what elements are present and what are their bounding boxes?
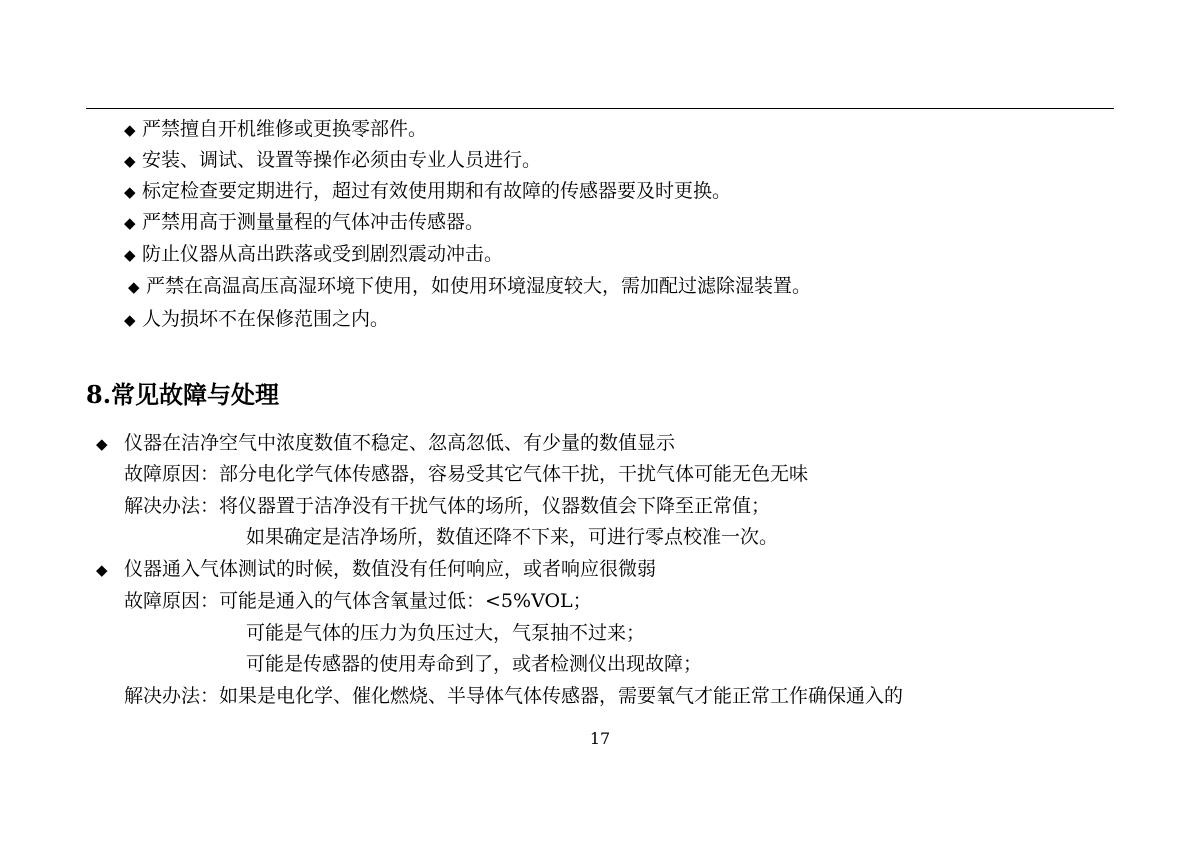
issue-symptom-text: 仪器通入气体测试的时候，数值没有任何响应，或者响应很微弱 [124,558,657,580]
precaution-item [124,306,389,333]
precaution-text: 人为损坏不在保修范围之内。 [142,308,390,330]
cause-text: 可能是气体的压力为负压过大，气泵抽不过来； [246,622,646,644]
precaution-item [124,116,427,143]
precaution-item [124,147,541,174]
cause-text: 部分电化学气体传感器，容易受其它气体干扰，干扰气体可能无色无味 [219,463,809,485]
diamond-bullet-icon: ◆ [124,183,136,201]
section-title: 8.常见故障与处理 [86,380,280,409]
precaution-item [128,273,811,300]
precaution-item [124,241,503,268]
precaution-item [124,178,731,205]
diamond-bullet-icon: ◆ [96,435,108,453]
diamond-bullet-icon: ◆ [124,152,136,170]
solution-text: 如果确定是洁净场所，数值还降不下来，可进行零点校准一次。 [246,526,779,548]
precaution-text: 严禁用高于测量量程的气体冲击传感器。 [142,211,485,233]
precaution-text: 严禁擅自开机维修或更换零部件。 [142,118,428,140]
issue-symptom [96,556,656,583]
issue-cause [124,588,592,614]
cause-text: 可能是传感器的使用寿命到了，或者检测仪出现故障； [246,653,703,675]
diamond-bullet-icon: ◆ [128,278,140,296]
diamond-bullet-icon: ◆ [124,121,136,139]
header-rule [86,108,1114,109]
diamond-bullet-icon: ◆ [96,561,108,579]
diamond-bullet-icon: ◆ [124,246,136,264]
page-number: 17 [589,729,611,748]
precaution-text: 防止仪器从高出跌落或受到剧烈震动冲击。 [142,243,504,265]
solution-text: 将仪器置于洁净没有干扰气体的场所，仪器数值会下降至正常值； [219,495,771,517]
issue-symptom-text: 仪器在洁净空气中浓度数值不稳定、忽高忽低、有少量的数值显示 [124,432,676,454]
issue-cause [124,461,808,487]
solution-text: 如果是电化学、催化燃烧、半导体气体传感器，需要氧气才能正常工作确保通入的 [219,685,904,707]
precaution-text: 安装、调试、设置等操作必须由专业人员进行。 [142,149,542,171]
issue-solution [124,683,903,709]
solution-label: 解决办法： [124,685,220,707]
diamond-bullet-icon: ◆ [124,214,136,232]
solution-label: 解决办法： [124,495,220,517]
issue-solution [124,493,770,519]
cause-text: 可能是通入的气体含氧量过低：<5%VOL； [219,590,592,612]
cause-label: 故障原因： [124,463,220,485]
cause-label: 故障原因： [124,590,220,612]
precaution-item [124,209,484,236]
diamond-bullet-icon: ◆ [124,311,136,329]
precaution-text: 严禁在高温高压高湿环境下使用，如使用环境湿度较大，需加配过滤除湿装置。 [146,275,812,297]
issue-symptom [96,430,675,457]
precaution-text: 标定检查要定期进行，超过有效使用期和有故障的传感器要及时更换。 [142,180,732,202]
